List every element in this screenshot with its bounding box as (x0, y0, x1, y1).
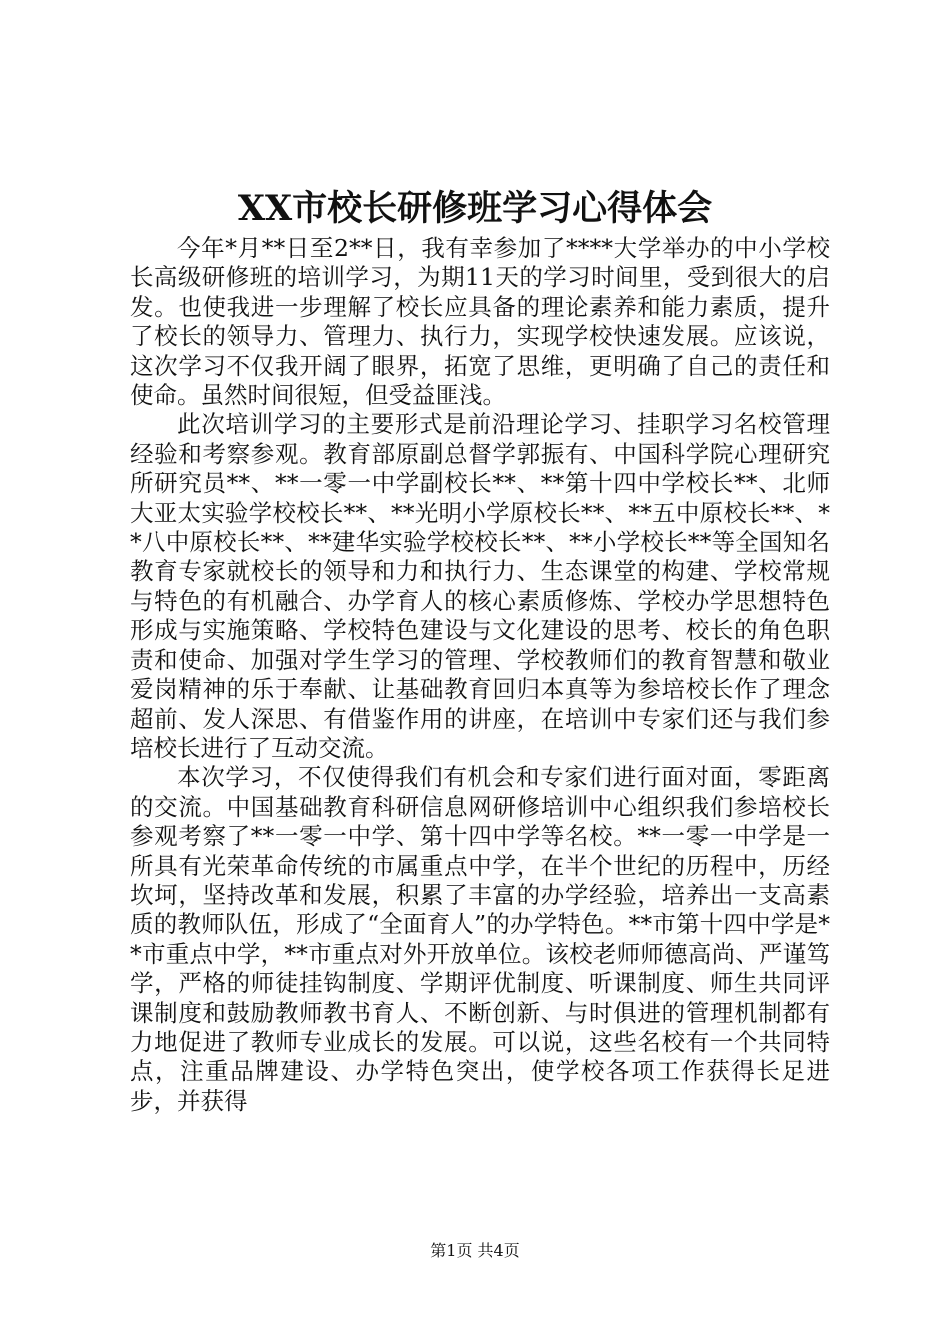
body-paragraph-2: 此次培训学习的主要形式是前沿理论学习、挂职学习名校管理经验和考察参观。教育部原副总督学郭振有、中国科学院心理研究所研究员**、**一零一中学副校长**、**第十四中学校长**、北师大亚太实验学校校长**、**光明小学原校长**、**五中原校长**、**八中原校长**、**建华实验学校校长**、**小学校长**等全国知名教育专家就校长的领导和力和执行力、生态课堂的构建、学校常规与特色的有机融合、办学育人的核心素质修炼、学校办学思想特色形成与实施策略、学校特色建设与文化建设的思考、校长的角色职责和使命、加强对学生学习的管理、学校教师们的教育智慧和敬业爱岗精神的乐于奉献、让基础教育回归本真等为参培校长作了理念超前、发人深思、有借鉴作用的讲座，在培训中专家们还与我们参培校长进行了互动交流。 (130, 410, 830, 762)
body-paragraph-1: 今年*月**日至2**日，我有幸参加了****大学举办的中小学校长高级研修班的培训学习，为期11天的学习时间里，受到很大的启发。也使我进一步理解了校长应具备的理论素养和能力素质，提升了校长的领导力、管理力、执行力，实现学校快速发展。应该说，这次学习不仅我开阔了眼界，拓宽了思维，更明确了自己的责任和使命。虽然时间很短，但受益匪浅。 (130, 234, 830, 410)
document-title: XX市校长研修班学习心得体会 (237, 188, 713, 229)
body-paragraph-3: 本次学习，不仅使得我们有机会和专家们进行面对面，零距离的交流。中国基础教育科研信息网研修培训中心组织我们参培校长参观考察了**一零一中学、第十四中学等名校。**一零一中学是一所具有光荣革命传统的市属重点中学，在半个世纪的历程中，历经坎坷，坚持改革和发展，积累了丰富的办学经验，培养出一支高素质的教师队伍，形成了“全面育人”的办学特色。**市第十四中学是**市重点中学，**市重点对外开放单位。该校老师师德高尚、严谨笃学，严格的师徒挂钩制度、学期评优制度、听课制度、师生共同评课制度和鼓励教师教书育人、不断创新、与时俱进的管理机制都有力地促进了教师专业成长的发展。可以说，这些名校有一个共同特点，注重品牌建设、办学特色突出，使学校各项工作获得长足进步，并获得 (130, 763, 830, 1115)
document-body (130, 234, 830, 1116)
page-number-footer: 第1页 共4页 (430, 1241, 520, 1260)
